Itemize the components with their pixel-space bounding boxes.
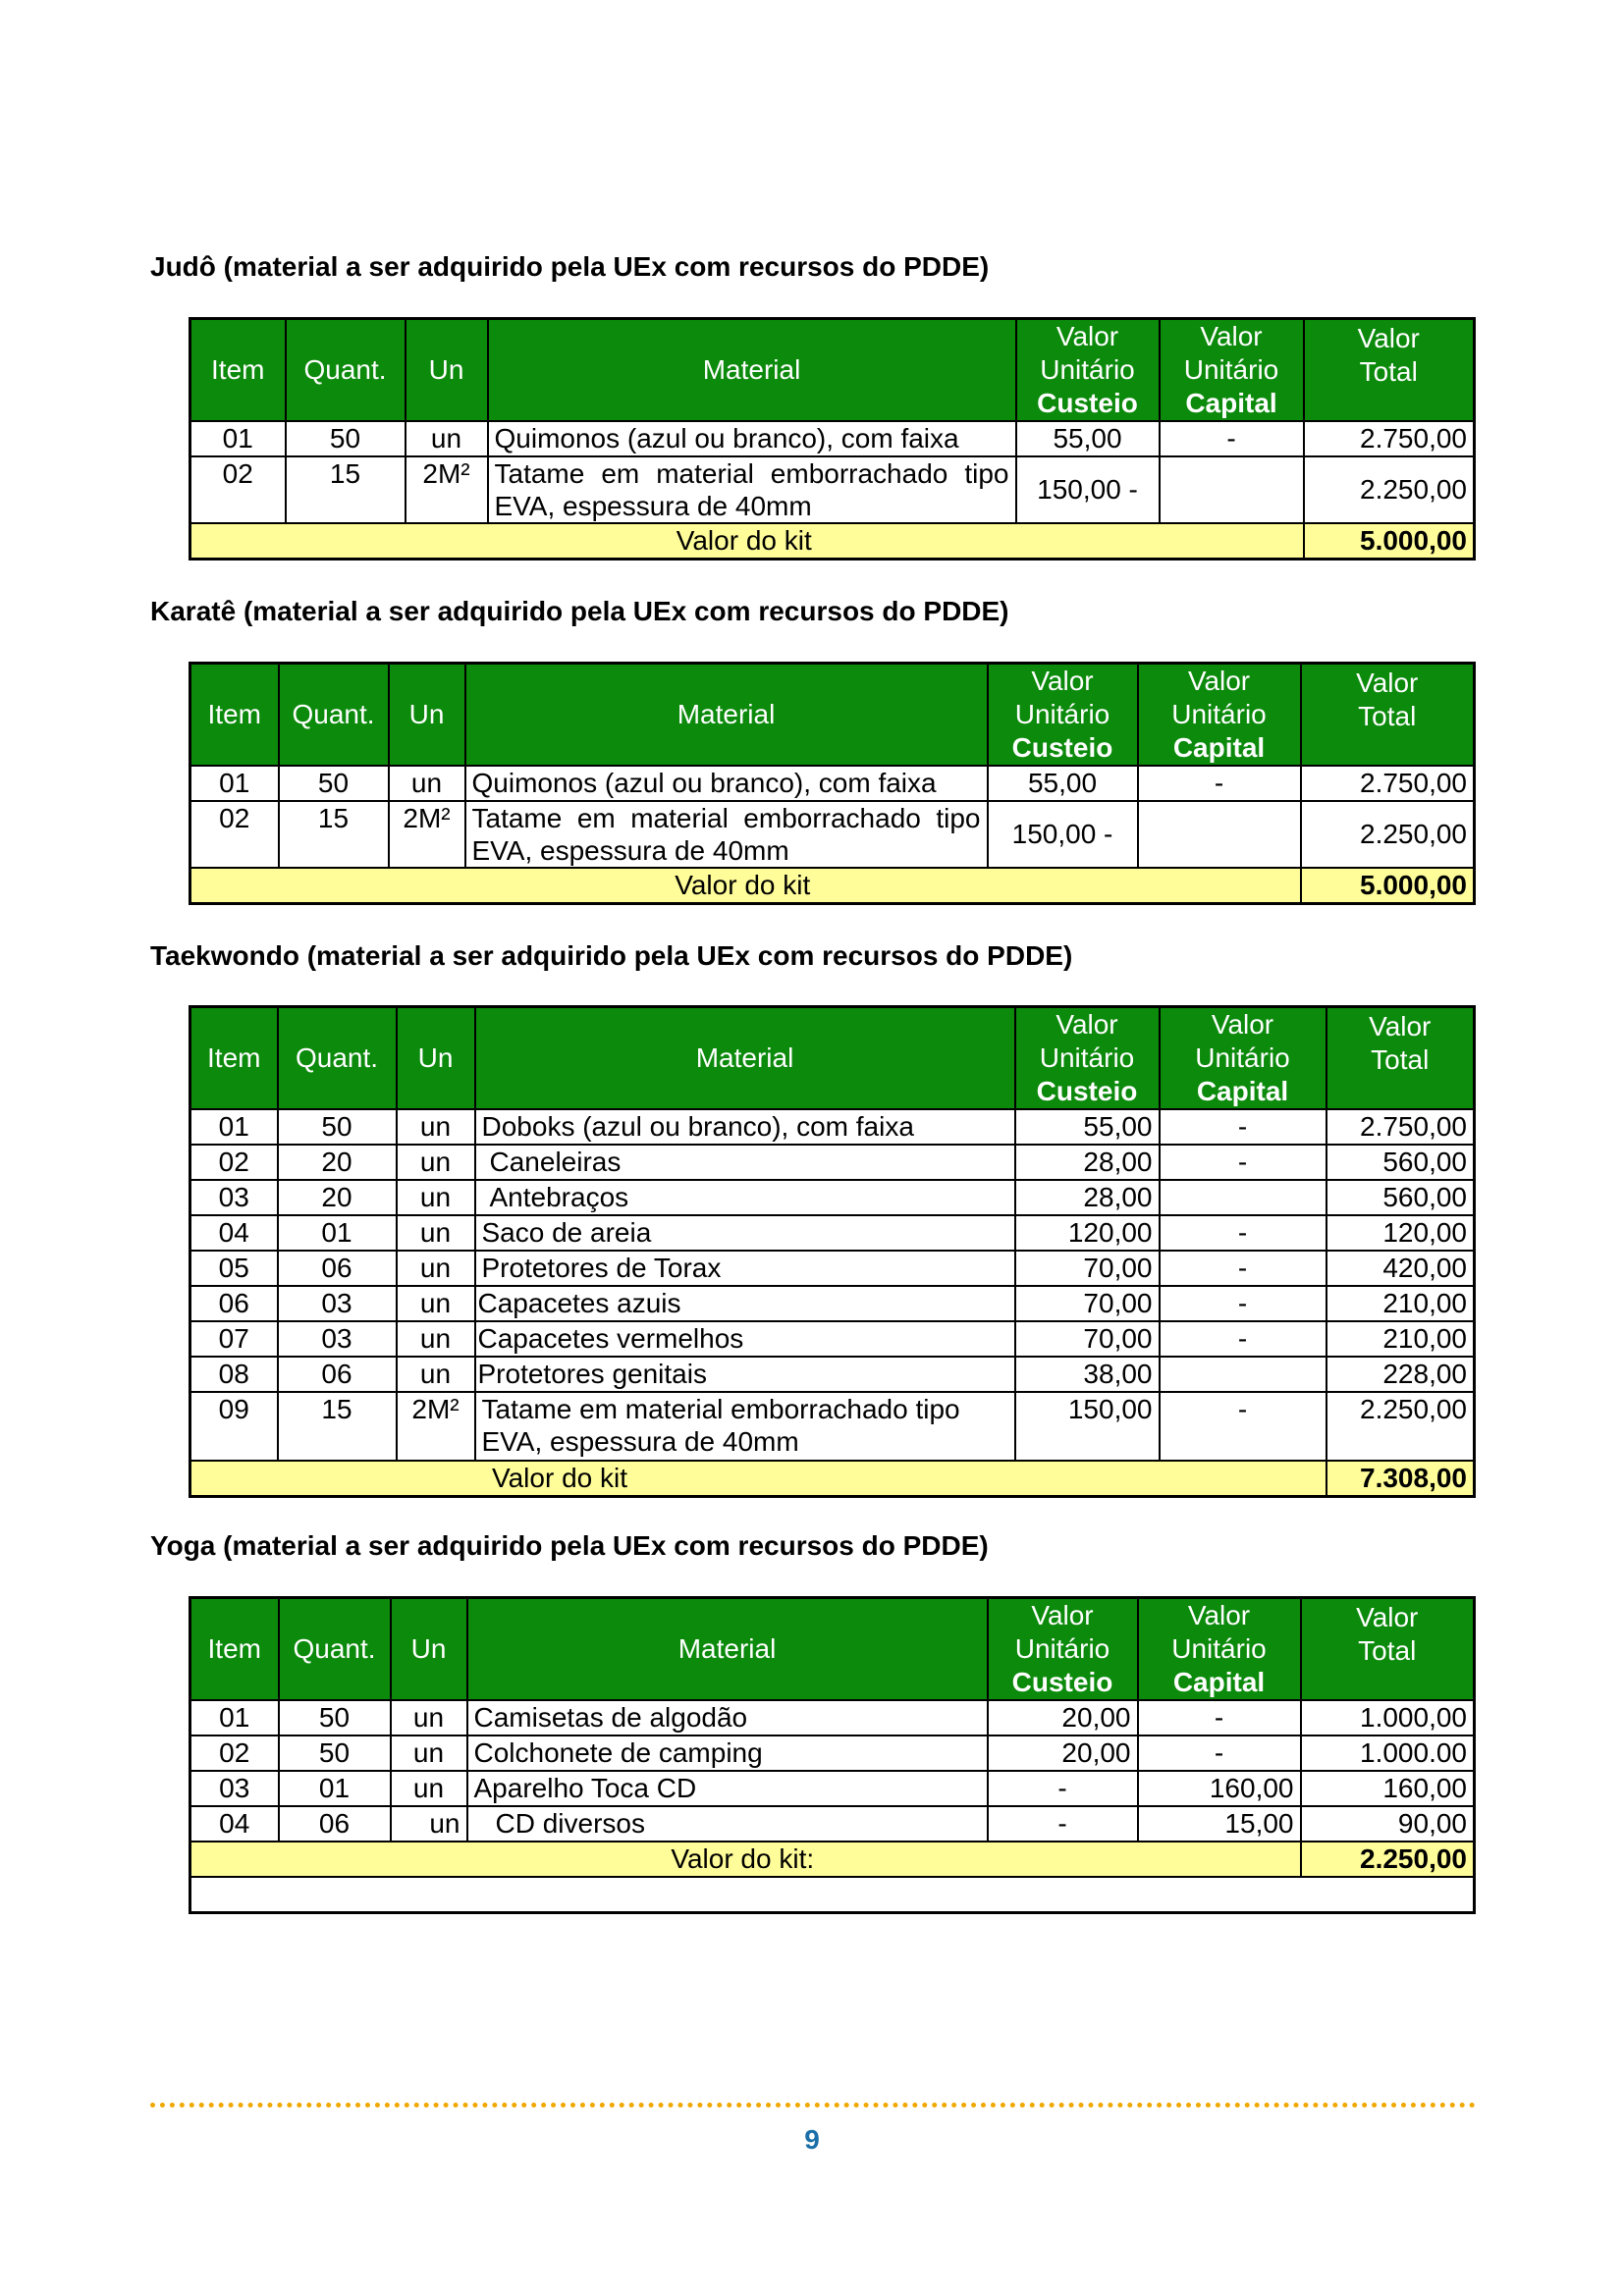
cell-quant: 03	[278, 1286, 397, 1321]
cell-total: 90,00	[1301, 1806, 1475, 1842]
header-item: Item	[190, 1007, 278, 1110]
header-material: Material	[475, 1007, 1015, 1110]
cell-total: 1.000,00	[1301, 1700, 1475, 1735]
cell-item: 09	[190, 1392, 278, 1461]
cell-capital: -	[1160, 1215, 1326, 1251]
table-header-row	[190, 1598, 1475, 1701]
header-quant: Quant.	[279, 1598, 391, 1701]
cell-total: 560,00	[1326, 1145, 1475, 1180]
cell-quant: 50	[278, 1109, 397, 1145]
section-title-karate: Karatê (material a ser adquirido pela UEx com recursos do PDDE)	[150, 596, 1009, 626]
table-row	[190, 1357, 1475, 1392]
cell-capital: -	[1160, 1392, 1326, 1461]
cell-total: 1.000.00	[1301, 1735, 1475, 1771]
cell-quant: 20	[278, 1180, 397, 1215]
header-total: Valor Total	[1301, 1598, 1475, 1701]
kit-total-value: 7.308,00	[1326, 1461, 1475, 1497]
table-row	[190, 1215, 1475, 1251]
cell-capital: -	[1160, 1251, 1326, 1286]
cell-custeio: 150,00	[1015, 1392, 1160, 1461]
section-title-yoga: Yoga (material a ser adquirido pela UEx com recursos do PDDE)	[150, 1530, 989, 1561]
cell-un: 2M²	[406, 456, 488, 523]
cell-capital: -	[1138, 766, 1301, 801]
cell-quant: 15	[286, 456, 406, 523]
cell-total: 2.750,00	[1304, 421, 1475, 456]
cell-item: 01	[190, 1700, 279, 1735]
cell-custeio: 70,00	[1015, 1286, 1160, 1321]
cell-custeio: 28,00	[1015, 1145, 1160, 1180]
kit-total-row	[190, 1842, 1475, 1877]
kit-total-value: 2.250,00	[1301, 1842, 1475, 1877]
cell-quant: 20	[278, 1145, 397, 1180]
cell-item: 05	[190, 1251, 278, 1286]
table-row	[190, 1286, 1475, 1321]
cell-custeio: 20,00	[988, 1700, 1138, 1735]
header-un: Un	[397, 1007, 475, 1110]
kit-total-label: Valor do kit:	[190, 1842, 1301, 1877]
section-title-taekwondo: Taekwondo (material a ser adquirido pela UEx com recursos do PDDE)	[150, 940, 1073, 971]
cell-custeio: 20,00	[988, 1735, 1138, 1771]
table-header-row	[190, 1007, 1475, 1110]
cell-quant: 50	[286, 421, 406, 456]
header-custeio: Valor Unitário Custeio	[988, 1598, 1138, 1701]
header-total: Valor Total	[1326, 1007, 1475, 1110]
cell-item: 02	[190, 1145, 278, 1180]
yoga-table	[189, 1596, 1476, 1914]
cell-quant: 01	[278, 1215, 397, 1251]
cell-capital: -	[1160, 1321, 1326, 1357]
kit-total-label: Valor do kit	[190, 523, 1304, 560]
cell-un: un	[397, 1145, 475, 1180]
cell-un: un	[391, 1735, 467, 1771]
cell-total: 210,00	[1326, 1286, 1475, 1321]
cell-capital	[1160, 456, 1304, 523]
header-quant: Quant.	[286, 319, 406, 422]
cell-total: 120,00	[1326, 1215, 1475, 1251]
cell-total: 160,00	[1301, 1771, 1475, 1806]
kit-total-value: 5.000,00	[1304, 523, 1475, 560]
cell-total: 2.750,00	[1301, 766, 1475, 801]
kit-total-row	[190, 868, 1475, 904]
cell-quant: 06	[278, 1251, 397, 1286]
table-row	[190, 421, 1475, 456]
cell-quant: 06	[279, 1806, 391, 1842]
empty-row	[190, 1877, 1475, 1913]
table-row	[190, 1109, 1475, 1145]
cell-material: Tatame em material emborrachado tipo EVA, espessura de 40mm	[488, 456, 1016, 523]
table-row	[190, 1771, 1475, 1806]
cell-un: un	[397, 1357, 475, 1392]
header-total: Valor Total	[1301, 664, 1475, 767]
cell-material: Antebraços	[475, 1180, 1015, 1215]
header-un: Un	[389, 664, 465, 767]
cell-material: Tatame em material emborrachado tipo EVA, espessura de 40mm	[465, 801, 988, 868]
karate-table	[189, 662, 1476, 905]
cell-total: 2.250,00	[1301, 801, 1475, 868]
table-row	[190, 1145, 1475, 1180]
cell-custeio: 55,00	[988, 766, 1138, 801]
table-row	[190, 1251, 1475, 1286]
table-row	[190, 1392, 1475, 1461]
cell-total: 2.250,00	[1304, 456, 1475, 523]
header-custeio: Valor Unitário Custeio	[988, 664, 1138, 767]
cell-material: Quimonos (azul ou branco), com faixa	[465, 766, 988, 801]
cell-capital: 160,00	[1138, 1771, 1301, 1806]
cell-custeio: 38,00	[1015, 1357, 1160, 1392]
cell-custeio: 150,00 -	[1016, 456, 1160, 523]
cell-material: CD diversos	[467, 1806, 988, 1842]
cell-custeio: -	[988, 1771, 1138, 1806]
cell-material: Quimonos (azul ou branco), com faixa	[488, 421, 1016, 456]
cell-item: 02	[190, 456, 286, 523]
cell-custeio: 55,00	[1015, 1109, 1160, 1145]
cell-un: un	[406, 421, 488, 456]
cell-custeio: 55,00	[1016, 421, 1160, 456]
cell-quant: 50	[279, 1700, 391, 1735]
cell-item: 02	[190, 801, 279, 868]
cell-un: un	[389, 766, 465, 801]
table-row	[190, 1180, 1475, 1215]
kit-total-row	[190, 1461, 1475, 1497]
cell-un: un	[391, 1771, 467, 1806]
cell-total: 2.250,00	[1326, 1392, 1475, 1461]
cell-material: Capacetes vermelhos	[475, 1321, 1015, 1357]
cell-custeio: 28,00	[1015, 1180, 1160, 1215]
header-item: Item	[190, 1598, 279, 1701]
cell-quant: 06	[278, 1357, 397, 1392]
cell-material: Caneleiras	[475, 1145, 1015, 1180]
table-row	[190, 766, 1475, 801]
cell-total: 228,00	[1326, 1357, 1475, 1392]
header-quant: Quant.	[278, 1007, 397, 1110]
footer-divider	[150, 2103, 1476, 2108]
kit-total-value: 5.000,00	[1301, 868, 1475, 904]
cell-un: un	[397, 1321, 475, 1357]
cell-un: 2M²	[397, 1392, 475, 1461]
cell-capital	[1138, 801, 1301, 868]
header-capital: Valor Unitário Capital	[1160, 1007, 1326, 1110]
cell-material: Capacetes azuis	[475, 1286, 1015, 1321]
kit-total-label: Valor do kit	[190, 868, 1301, 904]
cell-un: 2M²	[389, 801, 465, 868]
cell-quant: 50	[279, 1735, 391, 1771]
taekwondo-table	[189, 1005, 1476, 1498]
header-quant: Quant.	[279, 664, 389, 767]
cell-material: Protetores genitais	[475, 1357, 1015, 1392]
cell-un: un	[397, 1180, 475, 1215]
header-capital: Valor Unitário Capital	[1138, 1598, 1301, 1701]
header-custeio: Valor Unitário Custeio	[1016, 319, 1160, 422]
cell-capital: -	[1160, 1145, 1326, 1180]
cell-un: un	[391, 1700, 467, 1735]
cell-capital: 15,00	[1138, 1806, 1301, 1842]
page-number: 9	[804, 2124, 820, 2155]
cell-custeio: 150,00 -	[988, 801, 1138, 868]
table-row	[190, 1806, 1475, 1842]
cell-item: 01	[190, 421, 286, 456]
cell-capital	[1160, 1357, 1326, 1392]
kit-total-row	[190, 523, 1475, 560]
header-item: Item	[190, 319, 286, 422]
cell-total: 420,00	[1326, 1251, 1475, 1286]
cell-capital: -	[1160, 1109, 1326, 1145]
cell-material: Camisetas de algodão	[467, 1700, 988, 1735]
cell-material: Colchonete de camping	[467, 1735, 988, 1771]
cell-quant: 15	[279, 801, 389, 868]
cell-capital: -	[1138, 1735, 1301, 1771]
cell-un: un	[397, 1251, 475, 1286]
taekwondo-body	[190, 1109, 1475, 1497]
cell-capital: -	[1160, 1286, 1326, 1321]
kit-total-label: Valor do kit	[190, 1461, 1326, 1497]
cell-quant: 01	[279, 1771, 391, 1806]
empty-cell	[190, 1877, 1475, 1913]
table-row	[190, 1735, 1475, 1771]
cell-custeio: -	[988, 1806, 1138, 1842]
table-row	[190, 1321, 1475, 1357]
cell-material: Protetores de Torax	[475, 1251, 1015, 1286]
cell-quant: 15	[278, 1392, 397, 1461]
cell-item: 04	[190, 1215, 278, 1251]
cell-capital: -	[1160, 421, 1304, 456]
cell-material: Doboks (azul ou branco), com faixa	[475, 1109, 1015, 1145]
cell-custeio: 120,00	[1015, 1215, 1160, 1251]
header-custeio: Valor Unitário Custeio	[1015, 1007, 1160, 1110]
cell-capital: -	[1138, 1700, 1301, 1735]
cell-custeio: 70,00	[1015, 1251, 1160, 1286]
cell-item: 01	[190, 766, 279, 801]
table-header-row	[190, 319, 1475, 422]
cell-un: un	[397, 1109, 475, 1145]
cell-quant: 03	[278, 1321, 397, 1357]
cell-total: 2.750,00	[1326, 1109, 1475, 1145]
cell-material: Aparelho Toca CD	[467, 1771, 988, 1806]
cell-item: 03	[190, 1771, 279, 1806]
judo-table	[189, 317, 1476, 561]
cell-item: 08	[190, 1357, 278, 1392]
cell-custeio: 70,00	[1015, 1321, 1160, 1357]
cell-material: Tatame em material emborrachado tipo EVA, espessura de 40mm	[475, 1392, 1015, 1461]
cell-item: 02	[190, 1735, 279, 1771]
cell-total: 210,00	[1326, 1321, 1475, 1357]
header-capital: Valor Unitário Capital	[1138, 664, 1301, 767]
cell-item: 01	[190, 1109, 278, 1145]
header-item: Item	[190, 664, 279, 767]
cell-item: 07	[190, 1321, 278, 1357]
table-row	[190, 456, 1475, 523]
cell-un: un	[397, 1215, 475, 1251]
cell-material: Saco de areia	[475, 1215, 1015, 1251]
header-material: Material	[488, 319, 1016, 422]
header-material: Material	[467, 1598, 988, 1701]
header-total: Valor Total	[1304, 319, 1475, 422]
table-row	[190, 1700, 1475, 1735]
cell-quant: 50	[279, 766, 389, 801]
header-capital: Valor Unitário Capital	[1160, 319, 1304, 422]
header-un: Un	[406, 319, 488, 422]
table-row	[190, 801, 1475, 868]
header-material: Material	[465, 664, 988, 767]
cell-item: 03	[190, 1180, 278, 1215]
cell-un: un	[397, 1286, 475, 1321]
cell-item: 06	[190, 1286, 278, 1321]
table-header-row	[190, 664, 1475, 767]
header-un: Un	[391, 1598, 467, 1701]
cell-capital	[1160, 1180, 1326, 1215]
cell-item: 04	[190, 1806, 279, 1842]
cell-un: un	[391, 1806, 467, 1842]
cell-total: 560,00	[1326, 1180, 1475, 1215]
section-title-judo: Judô (material a ser adquirido pela UEx com recursos do PDDE)	[150, 251, 990, 282]
